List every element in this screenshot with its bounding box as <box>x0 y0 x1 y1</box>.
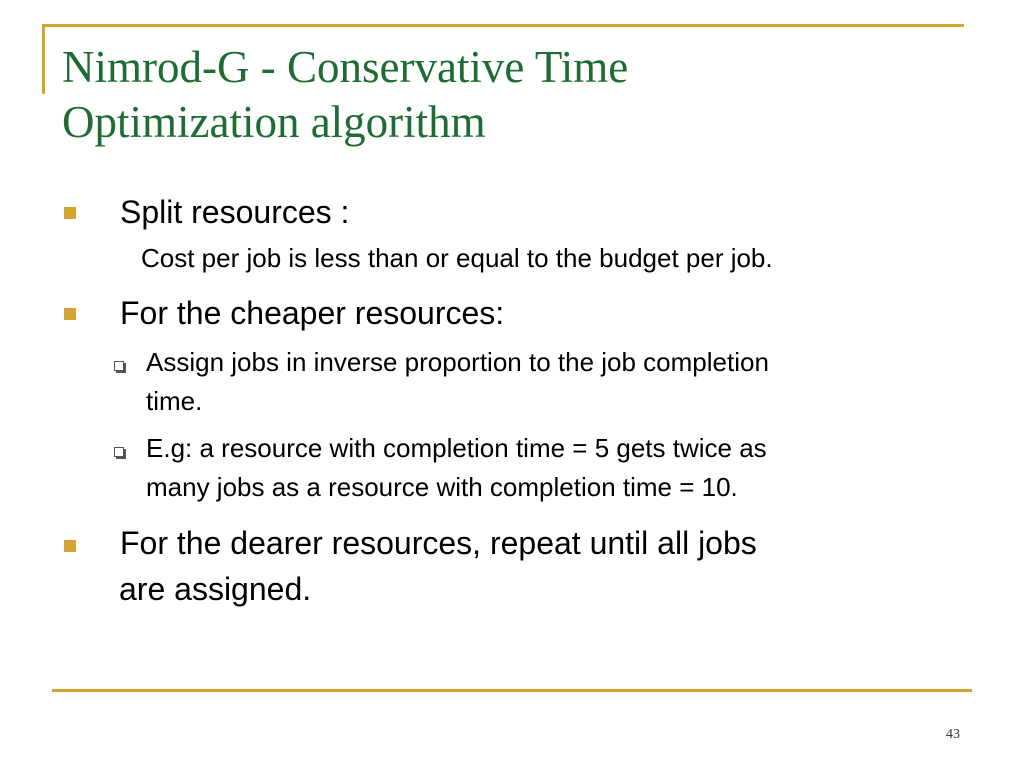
square-bullet-icon <box>64 308 76 320</box>
title-line-2: Optimization algorithm <box>62 97 486 147</box>
title-line-1: Nimrod-G - Conservative Time <box>62 42 629 92</box>
hollow-square-bullet-icon <box>114 361 124 371</box>
page-number: 43 <box>946 727 960 742</box>
subbullet-example-line-1: E.g: a resource with completion time = 5 gets twice as <box>146 433 767 463</box>
footer-divider-line <box>52 689 972 692</box>
bullet-split-resources-detail: Cost per job is less than or equal to the budget per job. <box>141 243 773 273</box>
bullet-split-resources: Split resources : <box>120 194 350 230</box>
bullet-cheaper-resources: For the cheaper resources: <box>120 295 505 331</box>
square-bullet-icon <box>64 207 76 219</box>
subbullet-example <box>146 429 946 507</box>
subbullet-assign-jobs-line-1: Assign jobs in inverse proportion to the job completion <box>146 347 769 377</box>
bullet-dearer-resources-line-1: For the dearer resources, repeat until all jobs <box>120 525 757 561</box>
bullet-dearer-resources <box>120 520 950 612</box>
hollow-square-bullet-icon <box>114 447 124 457</box>
subbullet-assign-jobs-line-2: time. <box>146 386 203 416</box>
subbullet-assign-jobs <box>146 343 946 421</box>
subbullet-example-line-2: many jobs as a resource with completion time = 10. <box>146 472 738 502</box>
bullet-dearer-resources-line-2: are assigned. <box>119 571 312 607</box>
square-bullet-icon <box>64 540 76 552</box>
